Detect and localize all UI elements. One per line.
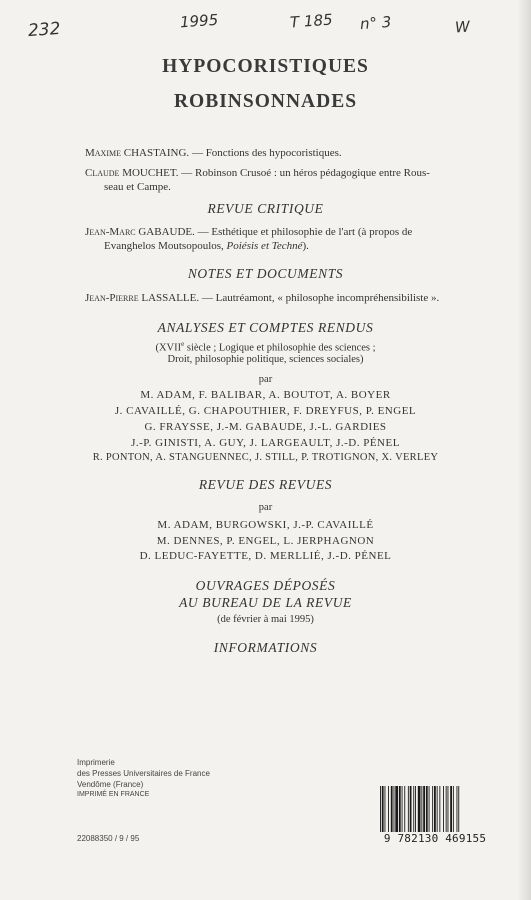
article-title-part: ). [302,240,309,252]
revues-names-line: M. ADAM, BURGOWSKI, J.-P. CAVAILLÉ [157,519,374,531]
barcode-bar [432,786,433,832]
article-author: Maxime CHASTAING. [85,147,190,159]
barcode-bar [402,786,403,832]
analyses-names-line: J.-P. GINISTI, A. GUY, J. LARGEAULT, J.-D. PÉNEL [131,437,400,449]
heading-analyses: ANALYSES ET COMPTES RENDUS [157,320,374,335]
imprint-line: Imprimerie [77,758,115,767]
barcode-bar [382,786,384,832]
issue-title-line-2: ROBINSONNADES [173,91,358,112]
article-mouchet [85,167,430,179]
analyses-subtitle-sup: e [181,340,185,348]
barcode-bar [443,786,444,832]
analyses-subtitle-2: Droit, philosophie politique, sciences sociales) [167,354,364,365]
article-chastaing [85,147,342,159]
heading-informations: INFORMATIONS [213,640,318,655]
article-mouchet-continued: seau et Campe. [104,181,171,193]
analyses-names-line: G. FRAYSSE, J.-M. GABAUDE, J.-L. GARDIES [144,421,387,433]
barcode-bar [395,786,398,832]
barcode-bar [434,786,436,832]
revues-par: par [258,502,273,513]
heading-revue-critique: REVUE CRITIQUE [207,201,324,216]
barcode-bar [457,786,458,832]
article-title: — Esthétique et philosophie de l'art (à propos de [194,226,413,238]
article-title: — Lautréamont, « philosophe incompréhensibiliste ». [199,292,440,304]
print-code: 22088350 / 9 / 95 [77,834,140,843]
heading-ouvrages-1: OUVRAGES DÉPOSÉS [195,578,336,593]
article-author: Jean-Pierre LASSALLE. [85,292,200,304]
barcode-bar [415,786,416,832]
article-title-part: Evanghelos Moutsopoulos, [104,240,227,252]
imprint-line: Vendôme (France) [77,780,144,789]
barcode-bar [446,786,447,832]
barcode-bar [423,786,425,832]
handwritten-note-4: n° 3 [359,12,392,34]
isbn-number: 9 782130 469155 [383,832,487,845]
barcode-bar [404,786,405,832]
barcode-bar [410,786,412,832]
barcode-bar [421,786,422,832]
analyses-names-line: R. PONTON, A. STANGUENNEC, J. STILL, P. TROTIGNON, X. VERLEY [92,452,439,463]
analyses-subtitle-part: (XVII [155,342,182,354]
imprint-line: des Presses Universitaires de France [77,769,210,778]
barcode-bar [391,786,393,832]
heading-ouvrages-2: AU BUREAU DE LA REVUE [179,595,352,610]
article-author: Jean-Marc GABAUDE. [85,226,195,238]
page-edge-shadow [517,0,531,900]
barcode-bar [418,786,421,832]
article-gabaude [85,226,412,238]
analyses-names-line: M. ADAM, F. BALIBAR, A. BOUTOT, A. BOYER [140,389,391,401]
barcode-bar [408,786,409,832]
article-title: — Fonctions des hypocoristiques. [189,147,342,159]
barcode-bar [380,786,381,832]
article-lassalle [85,292,439,304]
article-gabaude-continued [104,240,309,252]
ouvrages-dates: (de février à mai 1995) [217,614,314,625]
analyses-subtitle-1 [0,340,531,354]
barcode-bar [388,786,389,832]
book-title: Poiésis et Techné [226,240,303,252]
barcode-bar [429,786,430,832]
heading-notes-documents: NOTES ET DOCUMENTS [187,266,344,281]
analyses-subtitle-part: siècle ; Logique et philosophie des sciences ; [184,342,376,354]
barcode-bar [458,786,459,832]
barcode-bar [448,786,449,832]
barcode-bar [453,786,454,832]
analyses-par: par [258,374,273,385]
analyses-names-line: J. CAVAILLÉ, G. CHAPOUTHIER, F. DREYFUS, P. ENGEL [114,405,417,417]
handwritten-note-5: W [454,17,471,37]
issue-title-line-1: HYPOCORISTIQUES [162,56,369,77]
barcode-bar [385,786,386,832]
handwritten-note-3: T 185 [289,10,334,32]
barcode-image [380,786,486,832]
imprint-line: IMPRIMÉ EN FRANCE [77,791,150,798]
handwritten-note-1: 232 [27,18,62,42]
revues-names-line: D. LEDUC-FAYETTE, D. MERLLIÉ, J.-D. PÉNEL [139,550,392,562]
article-author: Claude MOUCHET. [85,167,179,179]
barcode-bar [394,786,395,832]
barcode-bar [426,786,428,832]
barcode-bar [399,786,401,832]
barcode-bar [450,786,452,832]
barcode-bar [437,786,438,832]
article-title: — Robinson Crusoé : un héros pédagogique entre Rous- [178,167,430,179]
revues-names-line: M. DENNES, P. ENGEL, L. JERPHAGNON [156,535,375,547]
handwritten-note-2: 1995 [179,10,219,32]
barcode-bar [439,786,440,832]
barcode-bar [413,786,414,832]
heading-revue-des-revues: REVUE DES REVUES [198,477,333,492]
